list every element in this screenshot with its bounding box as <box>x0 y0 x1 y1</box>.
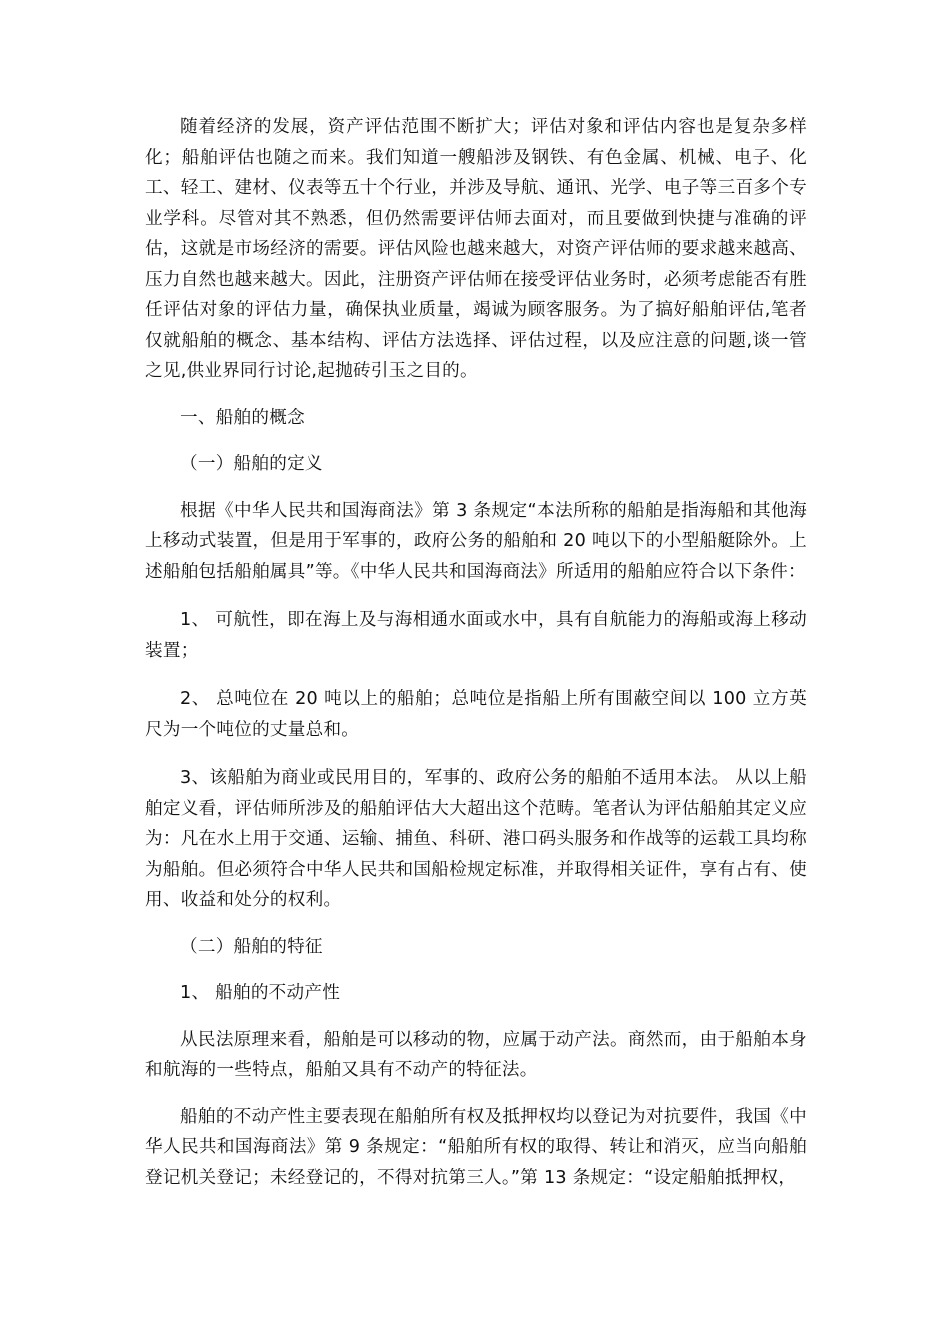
section-heading-ship-concept: 一、船舶的概念 <box>180 407 305 428</box>
feature-heading-immovable-property: 1、 船舶的不动产性 <box>180 983 341 1003</box>
condition-item-1: 1、 可航性，即在海上及与海相通水面或水中，具有自航能力的海船或海上移动装置； <box>145 610 807 661</box>
subsection-heading-ship-features: （二）船舶的特征 <box>180 936 323 957</box>
feature-paragraph-registration: 船舶的不动产性主要表现在船舶所有权及抵押权均以登记为对抗要件，我国《中华人民共和国海商法》第 9 条规定：“船舶所有权的取得、转让和消灭，应当向船舶登记机关登记；未经登记的，不得对抗第三人。”第 13 条规定：“设定船舶抵押权， <box>145 1106 807 1188</box>
condition-item-3: 3、该船舶为商业或民用目的，军事的、政府公务的船舶不适用本法。 从以上船舶定义看，评估师所涉及的船舶评估大大超出这个范畴。笔者认为评估船舶其定义应为：凡在水上用于交通、运输、捕鱼、科研、港口码头服务和作战等的运载工具均称为船舶。但必须符合中华人民共和国船检规定标准，并取得相关证件，享有占有、使用、收益和处分的权利。 <box>145 768 807 910</box>
definition-paragraph: 根据《中华人民共和国海商法》第 3 条规定“本法所称的船舶是指海船和其他海上移动式装置，但是用于军事的，政府公务的船舶和 20 吨以下的小型船艇除外。上述船舶包括船舶属具”等。《中华人民共和国海商法》所适用的船舶应符合以下条件： <box>145 500 807 582</box>
subsection-heading-ship-definition: （一）船舶的定义 <box>180 454 323 474</box>
intro-paragraph: 随着经济的发展，资产评估范围不断扩大；评估对象和评估内容也是复杂多样化；船舶评估也随之而来。我们知道一艘船涉及钢铁、有色金属、机械、电子、化工、轻工、建材、仪表等五十个行业，并涉及导航、通讯、光学、电子等三百多个专业学科。尽管对其不熟悉，但仍然需要评估师去面对，而且要做到快捷与准确的评估，这就是市场经济的需要。评估风险也越来越大，对资产评估师的要求越来越高、压力自然也越来越大。因此，注册资产评估师在接受评估业务时，必须考虑能否有胜任评估对象的评估力量，确保执业质量，竭诚为顾客服务。为了搞好船舶评估,笔者仅就船舶的概念、基本结构、评估方法选择、评估过程，以及应注意的问题,谈一管之见,供业界同行讨论,起抛砖引玉之目的。 <box>145 117 807 381</box>
condition-item-2: 2、 总吨位在 20 吨以上的船舶；总吨位是指船上所有围蔽空间以 100 立方英尺为一个吨位的丈量总和。 <box>145 689 807 740</box>
feature-paragraph-civil-law: 从民法原理来看，船舶是可以移动的物，应属于动产法。商然而，由于船舶本身和航海的一些特点，船舶又具有不动产的特征法。 <box>145 1029 807 1080</box>
document-body <box>145 112 807 1209</box>
